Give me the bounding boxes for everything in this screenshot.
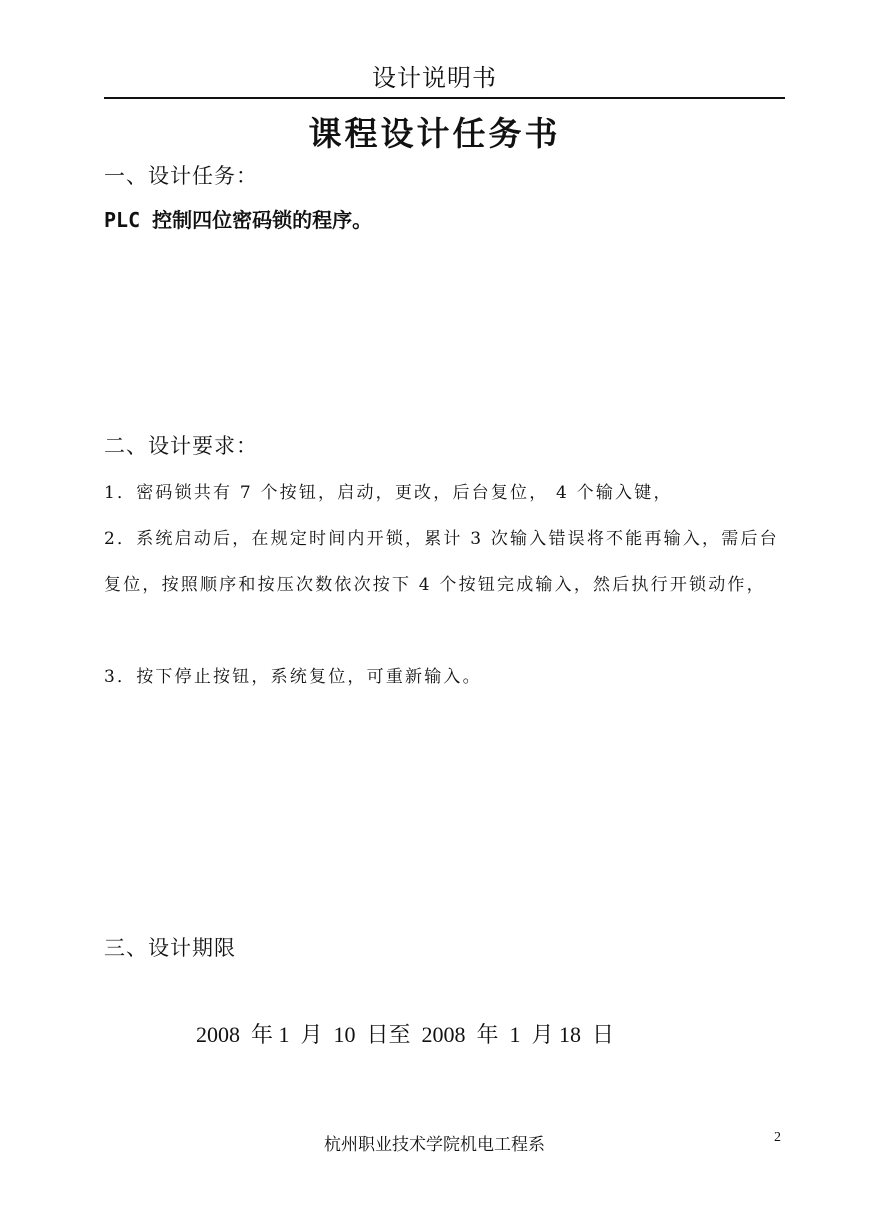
- section-heading-task: 一、设计任务：: [104, 164, 258, 188]
- document-title: 课程设计任务书: [308, 114, 561, 153]
- section-heading-period: 三、设计期限: [104, 936, 236, 960]
- running-header-title: 设计说明书: [372, 64, 497, 92]
- design-period-dates: 2008 年 1 月 10 日至 2008 年 1 月 18 日: [196, 1022, 615, 1047]
- requirement-item-1: 1．密码锁共有 7 个按钮，启动，更改，后台复位， 4 个输入键，: [104, 483, 673, 503]
- page-number: 2: [774, 1130, 781, 1145]
- footer-institution: 杭州职业技术学院机电工程系: [324, 1135, 545, 1155]
- section-heading-requirements: 二、设计要求：: [104, 434, 258, 458]
- requirement-item-2: 2．系统启动后，在规定时间内开锁，累计 3 次输入错误将不能再输入，需后台复位，按照顺序和按压次数依次按下 4 个按钮完成输入，然后执行开锁动作，: [104, 529, 779, 595]
- design-task-text: PLC 控制四位密码锁的程序。: [104, 208, 373, 232]
- requirement-item-3: 3．按下停止按钮，系统复位，可重新输入。: [104, 667, 482, 687]
- header-rule: [104, 97, 785, 99]
